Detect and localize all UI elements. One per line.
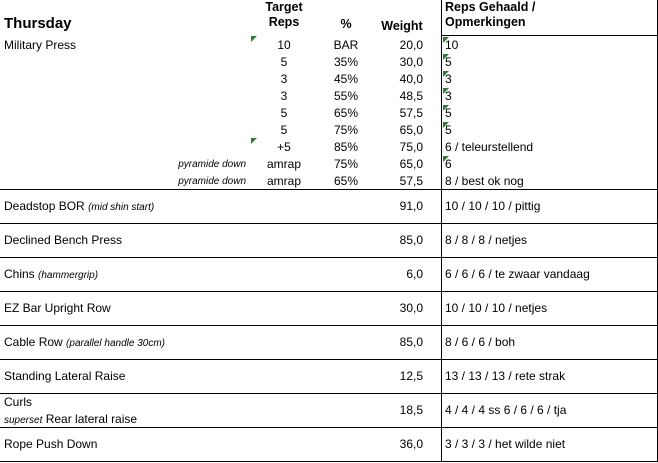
exercise-note: (mid shin start): [88, 202, 155, 213]
exercise-name: EZ Bar Upright Row: [4, 301, 111, 315]
target-reps: +5: [277, 140, 291, 154]
superset-line: [4, 412, 137, 428]
target-reps: amrap: [266, 174, 301, 188]
exercise-name: [4, 199, 154, 215]
reps-done: 13 / 13 / 13 / rete strak: [445, 369, 566, 383]
header-notes-line2: Opmerkingen: [445, 15, 526, 29]
target-reps: 3: [280, 89, 288, 103]
header-target-line2: Reps: [268, 15, 300, 29]
row-divider: [0, 325, 658, 326]
percent: 85%: [333, 140, 359, 154]
exercise-note: (hammergrip): [38, 270, 99, 281]
superset-label: superset: [4, 415, 43, 426]
weight: 57,5: [399, 106, 423, 120]
exercise-name: Rope Push Down: [4, 437, 98, 451]
reps-done: 8 / 8 / 8 / netjes: [445, 233, 528, 247]
comment-indicator: [443, 71, 449, 77]
row-divider: [0, 189, 658, 190]
weight: 30,0: [399, 55, 423, 69]
exercise-name-text: Cable Row: [4, 335, 63, 349]
weight: 36,0: [399, 437, 423, 451]
reps-done: 5: [445, 123, 452, 137]
target-reps: amrap: [266, 157, 301, 171]
exercise-name-text: Chins: [4, 267, 35, 281]
reps-done: 10 / 10 / 10 / pittig: [445, 199, 541, 213]
weight: 12,5: [399, 369, 423, 383]
exercise-name: [4, 335, 165, 351]
set-note: pyramide down: [178, 159, 246, 170]
header-percent: %: [340, 17, 352, 31]
weight: 6,0: [406, 267, 423, 281]
row-divider: [0, 257, 658, 258]
weight: 91,0: [399, 199, 423, 213]
header-weight: Weight: [381, 19, 423, 33]
day-title: Thursday: [4, 15, 72, 32]
weight: 57,5: [399, 174, 423, 188]
target-reps: 5: [280, 106, 288, 120]
reps-done: 8 / 6 / 6 / boh: [445, 335, 516, 349]
comment-indicator: [443, 54, 449, 60]
comment-indicator: [251, 138, 257, 144]
reps-done: 6 / teleurstellend: [445, 140, 534, 154]
percent: 75%: [333, 123, 359, 137]
reps-done: 5: [445, 106, 452, 120]
weight: 40,0: [399, 72, 423, 86]
header-notes-line1: Reps Gehaald /: [445, 0, 536, 14]
reps-done: 10 / 10 / 10 / netjes: [445, 301, 548, 315]
weight: 85,0: [399, 233, 423, 247]
row-divider: [0, 359, 658, 360]
target-reps: 5: [280, 55, 288, 69]
set-note: pyramide down: [178, 176, 246, 187]
superset-exercise-name: Rear lateral raise: [45, 412, 138, 426]
row-divider: [0, 393, 658, 394]
weight: 65,0: [399, 123, 423, 137]
reps-done: 3: [445, 89, 452, 103]
reps-done: 6 / 6 / 6 / te zwaar vandaag: [445, 267, 590, 281]
target-reps: 3: [280, 72, 288, 86]
percent: 55%: [333, 89, 359, 103]
reps-done: 3 / 3 / 3 / het wilde niet: [445, 437, 566, 451]
percent: 45%: [333, 72, 359, 86]
target-reps: 5: [280, 123, 288, 137]
reps-done: 6: [445, 157, 452, 171]
comment-indicator: [443, 37, 449, 43]
exercise-name-text: Deadstop BOR: [4, 199, 85, 213]
header-target-line1: Target: [265, 0, 303, 14]
percent: 35%: [333, 55, 359, 69]
target-reps: 10: [277, 38, 291, 52]
comment-indicator: [443, 122, 449, 128]
exercise-name: Declined Bench Press: [4, 233, 123, 247]
weight: 48,5: [399, 89, 423, 103]
weight: 85,0: [399, 335, 423, 349]
percent: 75%: [333, 157, 359, 171]
header-target-reps: [246, 0, 322, 30]
comment-indicator: [251, 36, 257, 42]
reps-done: 8 / best ok nog: [445, 174, 524, 188]
exercise-name: Standing Lateral Raise: [4, 369, 126, 383]
comment-indicator: [443, 105, 449, 111]
weight: 65,0: [399, 157, 423, 171]
percent: 65%: [333, 174, 359, 188]
reps-done: 3: [445, 72, 452, 86]
exercise-note: (parallel handle 30cm): [66, 338, 165, 349]
header-notes: [445, 0, 535, 30]
row-divider: [0, 291, 658, 292]
weight: 18,5: [399, 403, 423, 417]
percent: 65%: [333, 106, 359, 120]
reps-done: 5: [445, 55, 452, 69]
weight: 20,0: [399, 38, 423, 52]
comment-indicator: [443, 156, 449, 162]
reps-done: 4 / 4 / 4 ss 6 / 6 / 6 / tja: [445, 403, 567, 417]
weight: 30,0: [399, 301, 423, 315]
row-divider: [0, 461, 658, 462]
percent: BAR: [333, 38, 359, 52]
exercise-name: Military Press: [4, 38, 77, 52]
exercise-name: Curls: [4, 395, 33, 409]
row-divider: [0, 223, 658, 224]
comment-indicator: [443, 88, 449, 94]
notes-header-underline: [441, 35, 658, 36]
weight: 75,0: [399, 140, 423, 154]
reps-done: 10: [445, 38, 459, 52]
exercise-name: [4, 267, 98, 283]
